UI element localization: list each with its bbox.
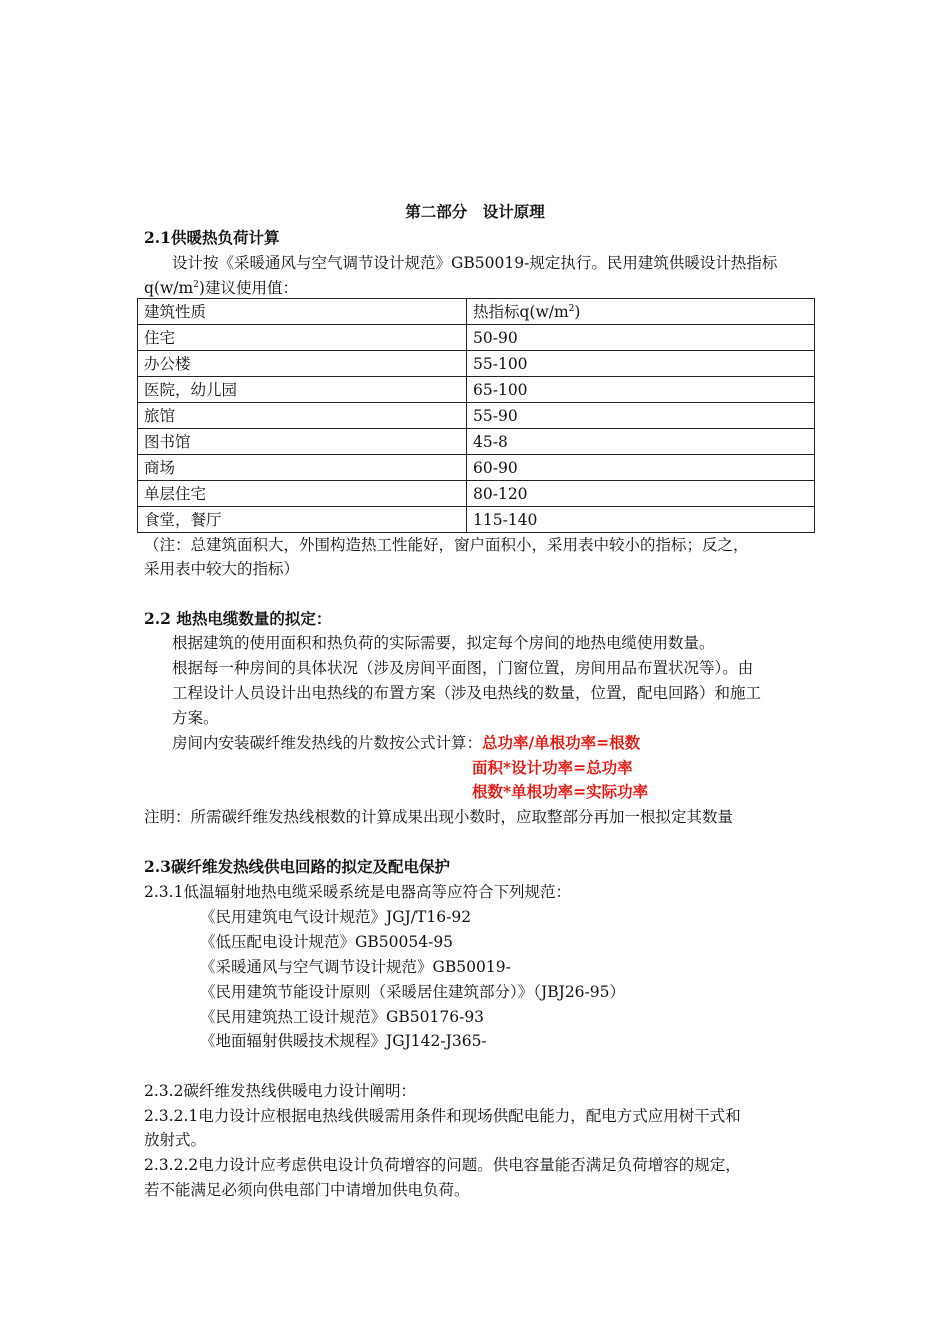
para-superscript: 2 — [193, 279, 199, 290]
section-2-3-2-2-line-1: 2.3.2.2电力设计应考虑供电设计负荷增容的问题。供电容量能否满足负荷增容的规定， — [144, 1156, 741, 1174]
formula-3: 根数*单根功率=实际功率 — [472, 782, 649, 801]
table-note-line-2: 采用表中较大的指标） — [144, 560, 300, 578]
table-cell-value: 80-120 — [467, 481, 815, 507]
table-row — [138, 507, 815, 533]
table-cell-type: 食堂，餐厅 — [138, 507, 467, 533]
table-row — [138, 481, 815, 507]
formula-2: 面积*设计功率=总功率 — [472, 758, 633, 777]
header-superscript: 2 — [568, 303, 575, 314]
section-2-3-2-1-line-1: 2.3.2.1电力设计应根据电热线供暖需用条件和现场供配电能力，配电方式应用树干式和 — [144, 1107, 741, 1125]
section-2-3-2: 2.3.2碳纤维发热线供暖电力设计阐明： — [144, 1082, 416, 1100]
formula-intro: 房间内安装碳纤维发热线的片数按公式计算： — [172, 734, 483, 752]
table-header-building-type: 建筑性质 — [138, 299, 467, 325]
page-title: 第二部分 设计原理 — [405, 202, 545, 221]
table-cell-value: 115-140 — [467, 507, 815, 533]
table-cell-value: 50-90 — [467, 325, 815, 351]
table-cell-type: 住宅 — [138, 325, 467, 351]
section-2-1-heading: 2.1供暖热负荷计算 — [144, 228, 280, 247]
formula-1: 总功率/单根功率=根数 — [482, 733, 641, 752]
standard-item: 《民用建筑电气设计规范》JGJ/T16-92 — [200, 908, 472, 926]
para-text-a: q(w/m — [144, 279, 194, 297]
table-cell-type: 单层住宅 — [138, 481, 467, 507]
table-row — [138, 377, 815, 403]
standard-item: 《地面辐射供暖技术规程》JGJ142-J365- — [200, 1032, 487, 1050]
standard-item: 《民用建筑节能设计原则（采暖居住建筑部分）》（JBJ26-95） — [200, 983, 626, 1001]
standard-item: 《低压配电设计规范》GB50054-95 — [200, 933, 454, 951]
header-text-b: ) — [574, 302, 581, 321]
table-cell-value: 65-100 — [467, 377, 815, 403]
standard-item: 《采暖通风与空气调节设计规范》GB50019- — [200, 958, 511, 976]
section-2-2-paragraph-3 — [172, 733, 640, 753]
table-header-heat-index — [467, 299, 815, 325]
heat-index-table — [137, 298, 815, 533]
section-2-1-paragraph-line-2 — [144, 278, 298, 298]
table-header-row — [138, 299, 815, 325]
table-cell-type: 办公楼 — [138, 351, 467, 377]
section-2-3-2-2-line-2: 若不能满足必须向供电部门中请增加供电负荷。 — [144, 1181, 470, 1199]
section-2-2-paragraph-1: 根据建筑的使用面积和热负荷的实际需要，拟定每个房间的地热电缆使用数量。 — [172, 634, 715, 652]
table-cell-type: 图书馆 — [138, 429, 467, 455]
table-cell-value: 55-90 — [467, 403, 815, 429]
section-2-2-heading: 2.2 地热电缆数量的拟定： — [144, 609, 332, 628]
table-note-line-1: （注：总建筑面积大，外围构造热工性能好，窗户面积小，采用表中较小的指标；反之， — [144, 536, 749, 554]
table-cell-type: 医院，幼儿园 — [138, 377, 467, 403]
section-2-3-2-1-line-2: 放射式。 — [144, 1131, 207, 1149]
table-row — [138, 351, 815, 377]
section-2-2-paragraph-2-line-1: 根据每一种房间的具体状况（涉及房间平面图，门窗位置，房间用品布置状况等）。由 — [172, 659, 754, 677]
section-2-2-note: 注明：所需碳纤维发热线根数的计算成果出现小数时，应取整部分再加一根拟定其数量 — [144, 808, 734, 826]
table-row — [138, 429, 815, 455]
table-row — [138, 325, 815, 351]
table-row — [138, 455, 815, 481]
section-2-1-paragraph-line-1: 设计按《采暖通风与空气调节设计规范》GB50019-规定执行。民用建筑供暖设计热指标 — [172, 254, 778, 272]
table-cell-value: 55-100 — [467, 351, 815, 377]
standard-item: 《民用建筑热工设计规范》GB50176-93 — [200, 1008, 485, 1026]
table-cell-type: 旅馆 — [138, 403, 467, 429]
para-text-b: )建议使用值： — [198, 279, 298, 297]
table-cell-value: 45-8 — [467, 429, 815, 455]
header-text-a: 热指标q(w/m — [473, 302, 569, 321]
section-2-2-paragraph-2-line-3: 方案。 — [172, 709, 219, 727]
section-2-3-heading: 2.3碳纤维发热线供电回路的拟定及配电保护 — [144, 857, 450, 876]
section-2-3-1: 2.3.1低温辐射地热电缆采暖系统是电器高等应符合下列规范： — [144, 883, 571, 901]
table-row — [138, 403, 815, 429]
table-cell-value: 60-90 — [467, 455, 815, 481]
table-cell-type: 商场 — [138, 455, 467, 481]
section-2-2-paragraph-2-line-2: 工程设计人员设计出电热线的布置方案（涉及电热线的数量，位置，配电回路）和施工 — [172, 684, 762, 702]
